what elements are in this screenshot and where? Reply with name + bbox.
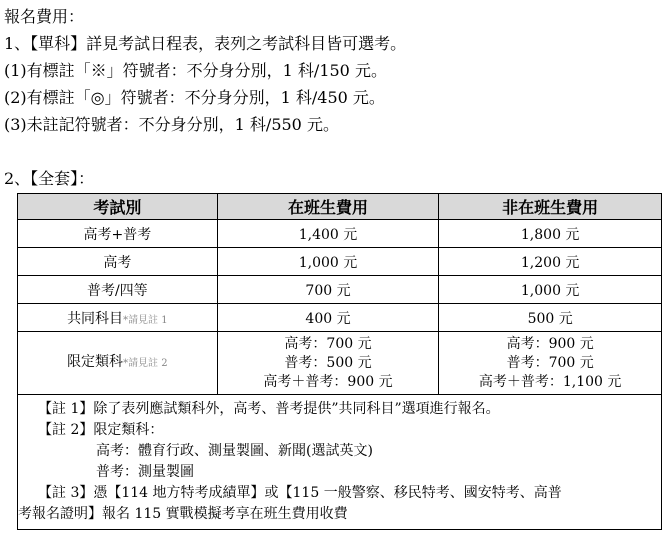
fee-table (17, 193, 662, 530)
exam-type-cell: 普考/四等 (18, 276, 218, 304)
non-enrolled-fee-cell: 500 元 (439, 304, 662, 332)
exam-type-cell: 高考+普考 (18, 220, 218, 248)
exam-type-label: 限定類科 (67, 354, 124, 370)
column-header-exam-type: 考試別 (18, 194, 218, 220)
non-enrolled-fee-cell: 1,000 元 (439, 276, 662, 304)
fee-item-1: (1)有標註「※」符號者：不分身分別，1 科/150 元。 (4, 61, 387, 80)
table-row (18, 220, 662, 248)
table-row (18, 332, 662, 395)
column-header-enrolled-fee: 在班生費用 (217, 194, 439, 220)
exam-type-cell: 高考 (18, 248, 218, 276)
note-2-line-1: 高考：體育行政、測量製圖、新聞(選試英文) (96, 443, 373, 459)
note-3-line-1: 【註 3】憑【114 地方特考成績單】或【115 一般警察、移民特考、國安特考、高普 (38, 485, 562, 501)
enrolled-fee-cell: 400 元 (217, 304, 439, 332)
exam-type-cell (18, 304, 218, 332)
full-set-title: 2、【全套】： (4, 169, 95, 188)
note-3-line-2: 考報名證明】報名 115 實戰模擬考享在班生費用收費 (18, 506, 348, 522)
fee-line: 高考＋普考：1,100 元 (478, 373, 622, 390)
enrolled-fee-cell (217, 332, 439, 395)
single-subject-title: 1、【單科】詳見考試日程表，表列之考試科目皆可選考。 (4, 34, 407, 53)
fee-item-2: (2)有標註「◎」符號者：不分身分別，1 科/450 元。 (4, 88, 385, 107)
table-row (18, 276, 662, 304)
enrolled-fee-cell: 1,400 元 (217, 220, 439, 248)
fee-heading: 報名費用： (4, 7, 85, 26)
enrolled-fee-cell: 700 元 (217, 276, 439, 304)
non-enrolled-fee-cell (439, 332, 662, 395)
note-2-title: 【註 2】限定類科： (38, 422, 164, 438)
fee-line: 高考：900 元 (506, 335, 594, 352)
see-note-label: *請見註 1 (123, 314, 168, 326)
enrolled-fee-cell: 1,000 元 (217, 248, 439, 276)
fee-line: 高考＋普考：900 元 (263, 373, 393, 390)
exam-type-label: 共同科目 (67, 310, 124, 327)
notes-cell (18, 395, 662, 530)
non-enrolled-fee-cell: 1,200 元 (439, 248, 662, 276)
fee-line: 高考：700 元 (284, 335, 372, 352)
see-note-label: *請見註 2 (123, 358, 168, 369)
non-enrolled-fee-cell: 1,800 元 (439, 220, 662, 248)
note-1: 【註 1】除了表列應試類科外，高考、普考提供”共同科目”選項進行報名。 (38, 401, 500, 417)
column-header-non-enrolled-fee: 非在班生費用 (439, 194, 662, 220)
notes-row (18, 395, 662, 530)
fee-item-3: (3)未註記符號者：不分身分別，1 科/550 元。 (4, 115, 339, 134)
fee-line: 普考：500 元 (284, 354, 372, 371)
table-header-row (18, 194, 662, 220)
table-row (18, 248, 662, 276)
fee-line: 普考：700 元 (506, 354, 594, 371)
table-row (18, 304, 662, 332)
note-2-line-2: 普考：測量製圖 (96, 464, 194, 480)
exam-type-cell (18, 332, 218, 395)
